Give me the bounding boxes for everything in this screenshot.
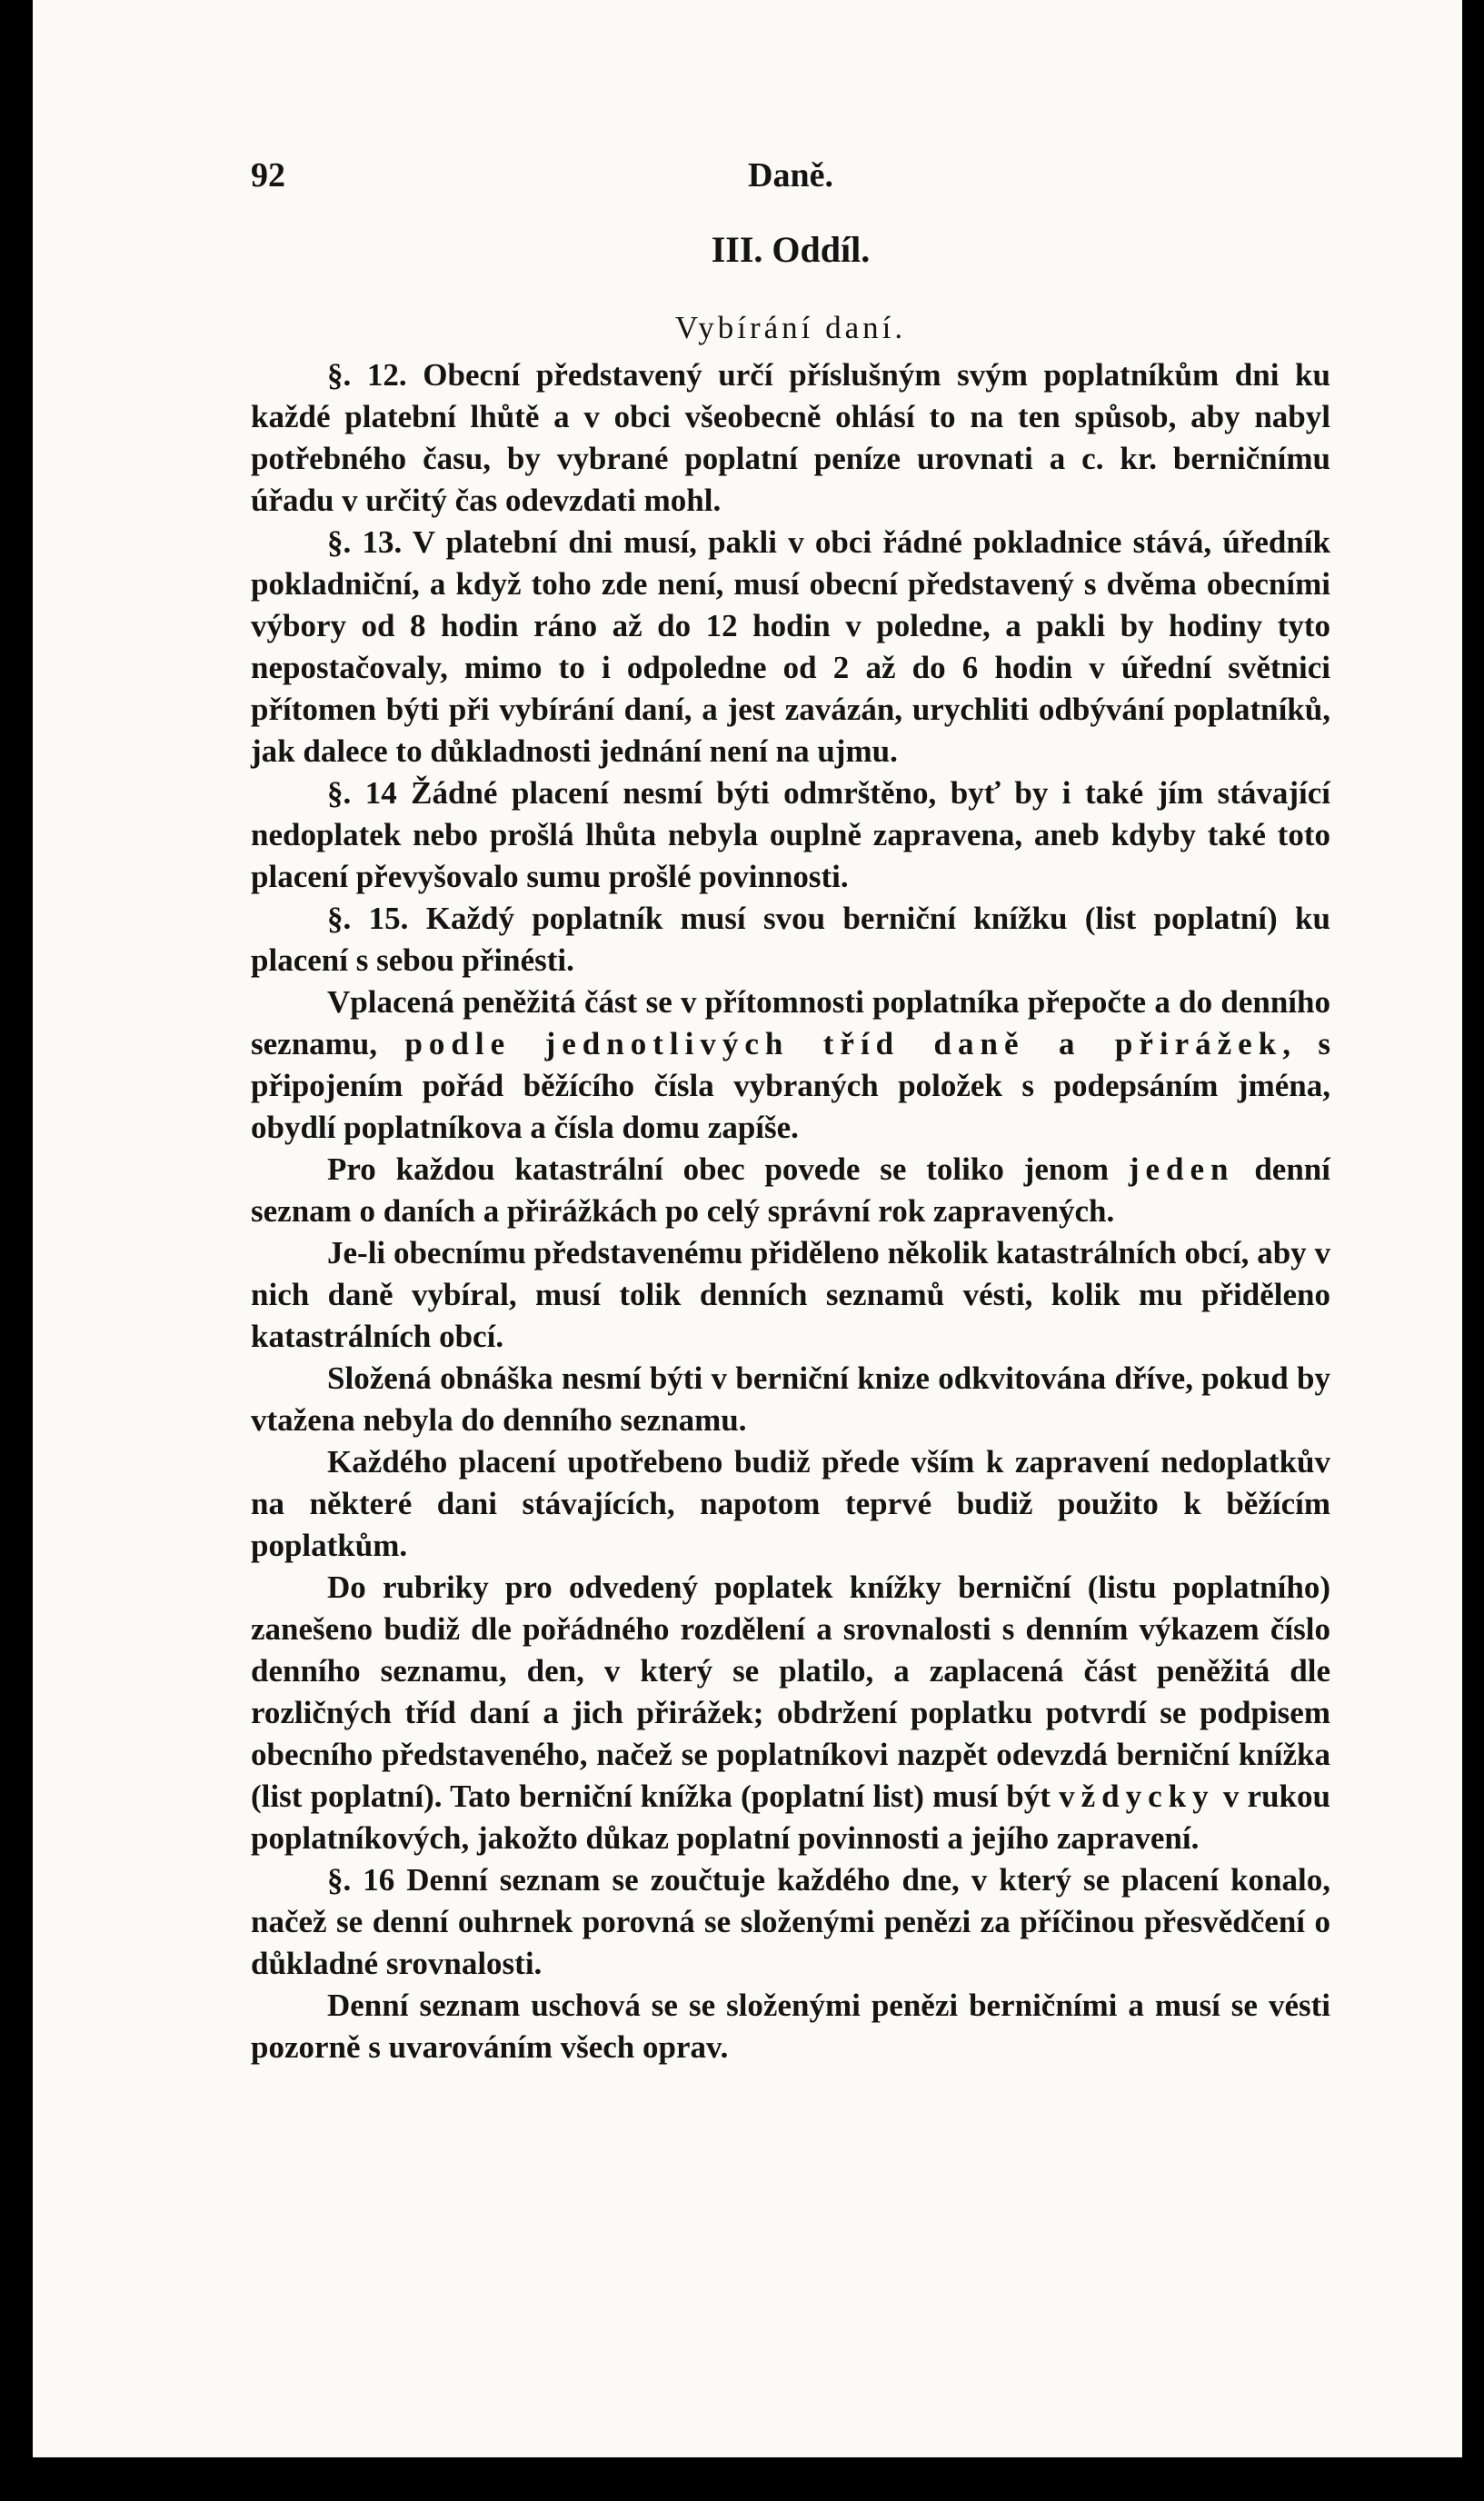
paragraph-text-pre: Do rubriky pro odvedený poplatek knížky berniční (listu poplatního) zanešeno budiž dle pořádného rozdělení a srovnalosti s denním výkazem číslo denního seznamu, den, v který se platilo, a zaplacená část peněžitá dle rozličných tříd daní a jich přirážek; obdržení poplatku potvrdí se podpisem obecního představeného, načež se poplatníkovi nazpět odevzdá berniční knížka (list poplatní). Tato berniční knížka (poplatní list) musí být — [251, 1569, 1330, 1814]
paragraph-receipt-rule: Složená obnáška nesmí býti v berniční knize odkvitována dříve, pokud by vtažena nebyla do denního seznamu. — [251, 1360, 1330, 1438]
paragraph-text-post: v rukou poplatníkových, jakožto důkaz poplatní povinnosti a jejího zapravení. — [251, 1779, 1330, 1856]
paragraph-multiple-municipalities: Je-li obecnímu představenému přiděleno několik katastrálních obcí, aby v nich daně vybíral, musí tolik denních seznamů vésti, kolik mu přiděleno katastrálních obcí. — [251, 1235, 1330, 1354]
paragraph-text-post: denní seznam o daních a přirážkách po celý správní rok zapravených. — [251, 1151, 1330, 1229]
paragraph-arrears-priority: Každého placení upotřebeno budiž přede vším k zapravení nedoplatkův na některé dani stávajících, napotom teprvé budiž použito k běžícím poplatkům. — [251, 1444, 1330, 1563]
paragraph-text-pre: Vplacená peněžitá část se v přítomnosti poplatníka přepočte a do denního seznamu, — [251, 984, 1330, 1061]
running-head: Daně. — [748, 156, 833, 194]
emphasis-spaced-text: jeden — [1128, 1151, 1235, 1187]
paragraph-register-storage: Denní seznam uschová se se složenými penězi berničními a musí se vésti pozorně s uvarováním všech oprav. — [251, 1988, 1330, 2065]
paragraph-section-12: §. 12. Obecní představený určí příslušným svým poplatníkům dni ku každé platební lhůtě a v obci všeobecně ohlásí to na ten spůsob, aby nabyl potřebného času, by vybrané poplatní peníze urovnati a c. kr. berničnímu úřadu v určitý čas odevzdati mohl. — [251, 357, 1330, 518]
page-text-block — [251, 154, 1330, 2068]
paragraph-section-13: §. 13. V platební dni musí, pakli v obci řádné pokladnice stává, úředník pokladniční, a když toho zde není, musí obecní představený s dvěma obecními výbory od 8 hodin ráno až do 12 hodin v poledne, a pakli by hodiny tyto nepostačovaly, mimo to i odpoledne od 2 až do 6 hodin v úřední světnici přítomen býti při vybírání daní, a jest zavázán, urychliti odbývání poplatníků, jak dalece to důkladnosti jednání není na ujmu. — [251, 524, 1330, 769]
emphasis-spaced-text: podle jednotlivých tříd daně a přirážek — [404, 1026, 1283, 1061]
paragraph-one-daily-register — [251, 1149, 1330, 1232]
page-header — [251, 154, 1330, 209]
section-subheading: Vybírání daní. — [674, 310, 907, 345]
paragraph-paid-portion — [251, 981, 1330, 1149]
paragraph-section-14: §. 14 Žádné placení nesmí býti odmrštěno, byť by i také jím stávající nedoplatek nebo prošlá lhůta nebyla ouplně zapravena, aneb kdyby také toto placení převyšovalo sumu prošlé povinnosti. — [251, 775, 1330, 894]
section-heading: III. Oddíl. — [711, 229, 871, 270]
book-page — [33, 0, 1462, 2457]
scan-border-bottom — [0, 2457, 1484, 2501]
paragraph-section-15: §. 15. Každý poplatník musí svou berniční knížku (list poplatní) ku placení s sebou přinésti. — [251, 901, 1330, 978]
emphasis-spaced-text: vždycky — [1059, 1779, 1215, 1814]
paragraph-text-pre: Pro každou katastrální obec povede se toliko jenom — [327, 1151, 1129, 1187]
paragraph-section-16: §. 16 Denní seznam se zoučtuje každého dne, v který se placení konalo, načež se denní ouhrnek porovná se složenými penězi za příčinou přesvědčení o důkladné srovnalosti. — [251, 1862, 1330, 1981]
scan-border-left — [0, 0, 33, 2501]
scan-border-right — [1462, 0, 1484, 2501]
paragraph-text-post: , s připojením pořád běžícího čísla vybraných položek s podepsáním jména, obydlí poplatníkova a čísla domu zapíše. — [251, 1026, 1330, 1145]
page-number: 92 — [251, 156, 285, 194]
paragraph-tax-booklet — [251, 1567, 1330, 1859]
